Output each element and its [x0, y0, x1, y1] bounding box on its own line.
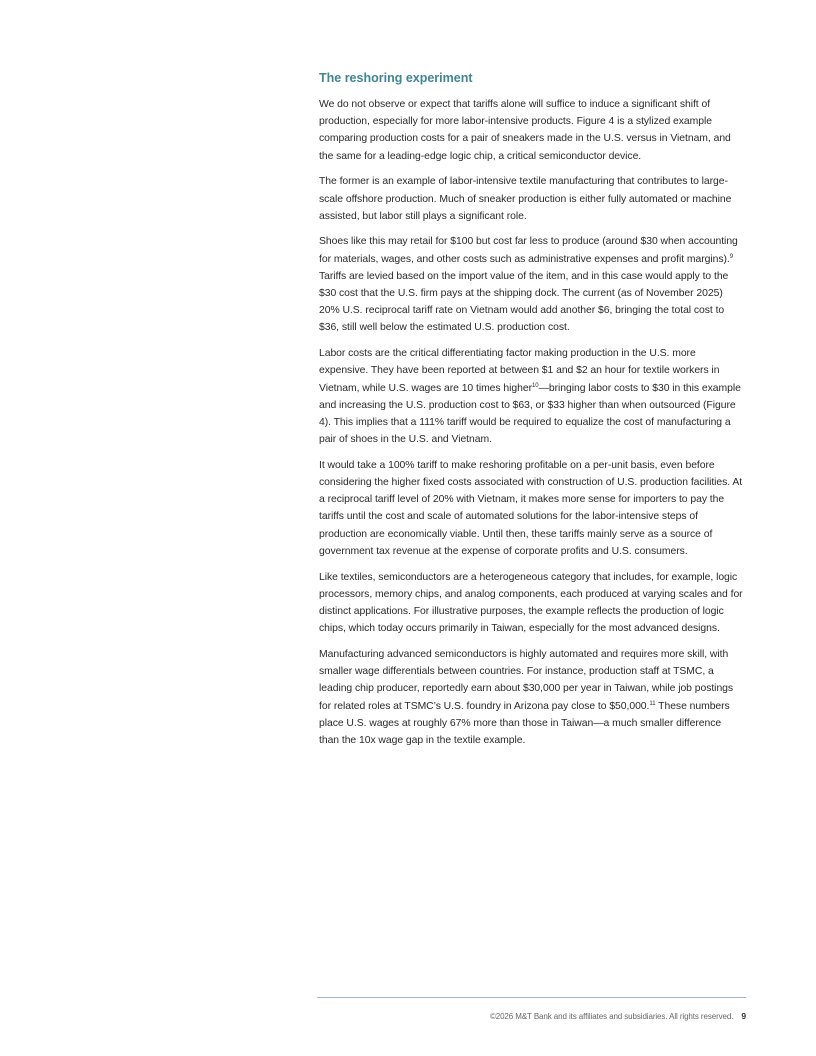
- footnote-ref-11[interactable]: 11: [649, 700, 656, 707]
- paragraph-text: Tariffs are levied based on the import value of the item, and in this case would apply to the $30 cost that the U.S. firm pays at the shipping dock. The current (as of November 2025) 20% U.S. reciprocal tariff rate on Vietnam would add another $6, bringing the total cost to $36, still well below the estimated U.S. production cost.: [319, 270, 729, 334]
- paragraph-text: Labor costs are the critical differentiating factor making production in the U.S. more expensive. They have been reported at between $1 and $2 an hour for textile workers in Vietnam, while U.S. wages are 10 times higher: [319, 348, 720, 394]
- paragraph-6: [319, 569, 743, 638]
- paragraph-5: [319, 457, 743, 560]
- article-body: [319, 68, 743, 758]
- paragraph-text: We do not observe or expect that tariffs alone will suffice to induce a significant shift of production, especially for more labor-intensive products. Figure 4 is a stylized example comparing production costs for a pair of sneakers made in the U.S. versus in Vietnam, and the same for a leading-edge logic chip, a critical semiconductor device.: [319, 99, 731, 162]
- paragraph-7: [319, 646, 743, 749]
- footnote-ref-10[interactable]: 10: [531, 382, 539, 389]
- paragraph-text: These numbers place U.S. wages at roughly 67% more than those in Taiwan—a much smaller difference than the 10x wage gap in the textile example.: [319, 700, 730, 746]
- paragraph-1: [319, 96, 743, 165]
- page-number: 9: [741, 1011, 746, 1021]
- paragraph-3: [319, 233, 743, 336]
- footer-divider: [317, 997, 746, 998]
- page-footer: [317, 1010, 746, 1023]
- paragraph-text: It would take a 100% tariff to make reshoring profitable on a per-unit basis, even before considering the higher fixed costs associated with construction of U.S. production facilities. At a reciprocal tariff level of 20% with Vietnam, it makes more sense for importers to pay the tariffs until the cost and scale of automated solutions for the labor-intensive steps of production are economically viable. Until then, these tariffs mainly serve as a source of government tax revenue at the expense of corporate profits and U.S. consumers.: [319, 459, 743, 557]
- paragraph-text: —bringing labor costs to $30 in this example and increasing the U.S. production cost to $63, or $33 higher than when outsourced (Figure 4). This implies that a 111% tariff would be required to equalize the cost of manufacturing a pair of shoes in the U.S. and Vietnam.: [319, 382, 741, 446]
- paragraph-text: The former is an example of labor-intensive textile manufacturing that contributes to large-scale offshore production. Much of sneaker production is either fully automated or machine assisted, but labor still plays a significant role.: [319, 176, 732, 222]
- paragraph-text: Shoes like this may retail for $100 but cost far less to produce (around $30 when accounting for materials, wages, and other costs such as administrative expenses and profit margins).: [319, 236, 738, 265]
- paragraph-text: Manufacturing advanced semiconductors is highly automated and requires more skill, with smaller wage differentials between countries. For instance, production staff at TSMC, a leading chip producer, reportedly earn about $30,000 per year in Taiwan, while job postings for related roles at TSMC’s U.S. foundry in Arizona pay close to $50,000.: [319, 648, 734, 712]
- paragraph-text: Like textiles, semiconductors are a heterogeneous category that includes, for example, logic processors, memory chips, and analog components, each produced at varying scales and for distinct applications. For illustrative purposes, the example reflects the production of logic chips, which today occurs primarily in Taiwan, especially for the most advanced designs.: [319, 571, 743, 635]
- section-title: The reshoring experiment: [319, 71, 473, 85]
- paragraph-4: [319, 345, 743, 448]
- copyright-notice: ©2026 M&T Bank and its affiliates and subsidiaries. All rights reserved.: [489, 1012, 734, 1021]
- paragraph-2: [319, 173, 743, 225]
- footnote-ref-9[interactable]: 9: [729, 253, 734, 260]
